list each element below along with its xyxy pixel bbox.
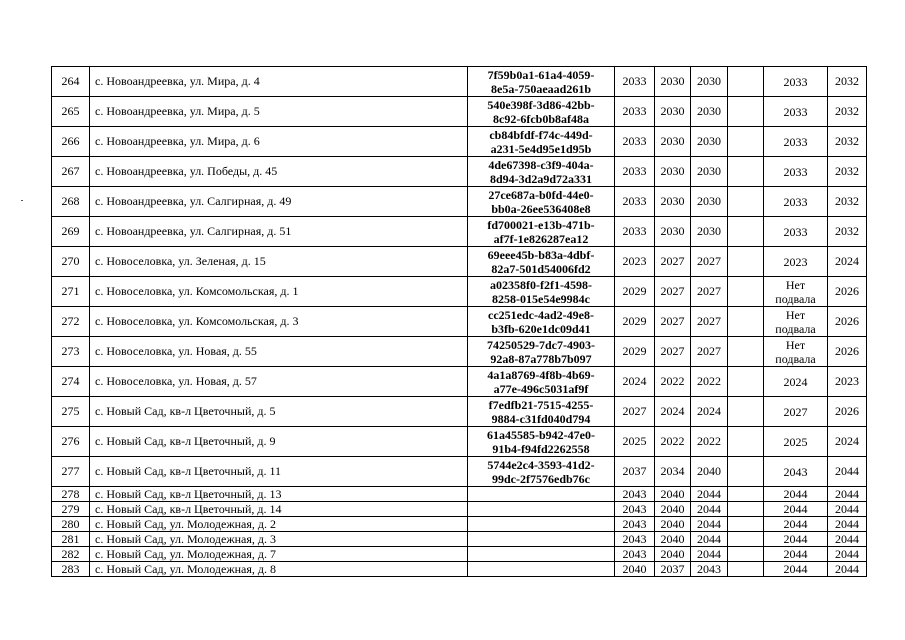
guid-line: a02358f0-f2f1-4598- (490, 277, 592, 292)
year-cell-2: 2022 (655, 367, 691, 397)
guid-line: 5744e2c4-3593-41d2- (487, 457, 595, 472)
guid-line: cc251edc-4ad2-49e8- (488, 307, 594, 322)
row-number-cell: 272 (52, 307, 90, 337)
year-cell-6: 2044 (828, 517, 867, 532)
year-cell-5 (764, 157, 828, 187)
guid-line: 69eee45b-b83a-4dbf- (487, 247, 595, 262)
address-cell: с. Новый Сад, кв-л Цветочный, д. 13 (90, 487, 468, 502)
address-cell: с. Новоандреевка, ул. Мира, д. 5 (90, 97, 468, 127)
guid-cell (468, 532, 615, 547)
address-cell: с. Новоселовка, ул. Новая, д. 55 (90, 337, 468, 367)
address-cell: с. Новоандреевка, ул. Салгирная, д. 49 (90, 187, 468, 217)
year-cell-3: 2030 (691, 187, 728, 217)
address-cell: с. Новоселовка, ул. Комсомольская, д. 3 (90, 307, 468, 337)
year-cell-1: 2023 (615, 247, 655, 277)
address-cell: с. Новый Сад, кв-л Цветочный, д. 14 (90, 502, 468, 517)
year-cell-6: 2032 (828, 217, 867, 247)
year-cell-2: 2027 (655, 277, 691, 307)
table-row (52, 97, 867, 127)
year-cell-5 (764, 397, 828, 427)
year-cell-2: 2027 (655, 307, 691, 337)
row-number-cell: 271 (52, 277, 90, 307)
table-row (52, 427, 867, 457)
year-cell-1: 2033 (615, 67, 655, 97)
year-cell-5 (764, 277, 828, 307)
year-cell-3: 2044 (691, 487, 728, 502)
guid-cell (468, 427, 615, 457)
guid-line: f7edfb21-7515-4255- (488, 397, 594, 412)
year-cell-2: 2040 (655, 487, 691, 502)
guid-cell (468, 307, 615, 337)
year-cell-5-line: Нет (785, 337, 806, 352)
year-cell-6: 2026 (828, 397, 867, 427)
year-cell-5-line: 2025 (783, 434, 808, 449)
year-cell-6: 2032 (828, 157, 867, 187)
year-cell-1: 2033 (615, 217, 655, 247)
row-number-cell: 283 (52, 562, 90, 577)
table-row (52, 487, 867, 502)
table-row (52, 532, 867, 547)
guid-line: a77e-496c5031af9f (493, 381, 589, 396)
table-row (52, 517, 867, 532)
year-cell-5-line: 2033 (783, 164, 808, 179)
guid-cell (468, 97, 615, 127)
year-cell-5 (764, 517, 828, 532)
guid-line: fd700021-e13b-471b- (487, 217, 595, 232)
row-number-cell: 264 (52, 67, 90, 97)
year-cell-3: 2027 (691, 337, 728, 367)
guid-line: 91b4-f94fd2262558 (492, 441, 590, 456)
row-number-cell: 270 (52, 247, 90, 277)
guid-cell (468, 157, 615, 187)
year-cell-2: 2037 (655, 562, 691, 577)
year-cell-5 (764, 67, 828, 97)
year-cell-1: 2033 (615, 187, 655, 217)
year-cell-6: 2032 (828, 97, 867, 127)
year-cell-2: 2030 (655, 127, 691, 157)
row-number-cell: 269 (52, 217, 90, 247)
year-cell-3: 2030 (691, 127, 728, 157)
year-cell-6: 2044 (828, 457, 867, 487)
row-number-cell: 280 (52, 517, 90, 532)
year-cell-3: 2027 (691, 307, 728, 337)
guid-line: 74250529-7dc7-4903- (487, 337, 595, 352)
year-cell-6: 2024 (828, 427, 867, 457)
year-cell-4 (728, 247, 764, 277)
year-cell-4 (728, 427, 764, 457)
guid-line: 4de67398-c3f9-404a- (488, 157, 594, 172)
year-cell-4 (728, 127, 764, 157)
year-cell-1: 2043 (615, 547, 655, 562)
address-cell: с. Новый Сад, кв-л Цветочный, д. 9 (90, 427, 468, 457)
table-row (52, 277, 867, 307)
year-cell-4 (728, 397, 764, 427)
guid-line: 8258-015e54e9984c (492, 291, 590, 306)
guid-line: 8c92-6fcb0b8af48a (493, 111, 589, 126)
year-cell-1: 2040 (615, 562, 655, 577)
year-cell-4 (728, 367, 764, 397)
guid-cell (468, 367, 615, 397)
year-cell-1: 2027 (615, 397, 655, 427)
year-cell-5-line: Нет (785, 277, 806, 292)
table-row (52, 397, 867, 427)
guid-cell (468, 337, 615, 367)
table-row (52, 337, 867, 367)
table-row (52, 187, 867, 217)
table-row (52, 307, 867, 337)
year-cell-5 (764, 457, 828, 487)
year-cell-5 (764, 337, 828, 367)
year-cell-2: 2040 (655, 547, 691, 562)
address-cell: с. Новоандреевка, ул. Победы, д. 45 (90, 157, 468, 187)
guid-line: 27ce687a-b0fd-44e0- (488, 187, 594, 202)
year-cell-1: 2043 (615, 487, 655, 502)
address-cell: с. Новоселовка, ул. Новая, д. 57 (90, 367, 468, 397)
guid-cell (468, 457, 615, 487)
year-cell-4 (728, 517, 764, 532)
guid-cell (468, 67, 615, 97)
year-cell-5 (764, 532, 828, 547)
year-cell-3: 2027 (691, 277, 728, 307)
address-cell: с. Новый Сад, ул. Молодежная, д. 8 (90, 562, 468, 577)
year-cell-6: 2032 (828, 67, 867, 97)
row-number-cell: 268 (52, 187, 90, 217)
table-row (52, 247, 867, 277)
year-cell-5-line: 2024 (783, 374, 808, 389)
guid-cell (468, 502, 615, 517)
guid-cell (468, 127, 615, 157)
table-row (52, 502, 867, 517)
year-cell-2: 2030 (655, 67, 691, 97)
guid-line: cb84bfdf-f74c-449d- (489, 127, 593, 142)
guid-line: 7f59b0a1-61a4-4059- (487, 67, 595, 82)
year-cell-3: 2022 (691, 427, 728, 457)
year-cell-5-line: 2033 (783, 224, 808, 239)
year-cell-3: 2030 (691, 217, 728, 247)
address-cell: с. Новоандреевка, ул. Салгирная, д. 51 (90, 217, 468, 247)
row-number-cell: 279 (52, 502, 90, 517)
year-cell-5-line: 2044 (783, 546, 808, 561)
year-cell-4 (728, 307, 764, 337)
guid-cell (468, 277, 615, 307)
year-cell-1: 2029 (615, 337, 655, 367)
table-row (52, 547, 867, 562)
year-cell-3: 2022 (691, 367, 728, 397)
year-cell-2: 2027 (655, 337, 691, 367)
row-number-cell: 274 (52, 367, 90, 397)
year-cell-1: 2024 (615, 367, 655, 397)
year-cell-6: 2044 (828, 487, 867, 502)
guid-cell (468, 517, 615, 532)
year-cell-6: 2026 (828, 337, 867, 367)
year-cell-2: 2034 (655, 457, 691, 487)
year-cell-6: 2023 (828, 367, 867, 397)
year-cell-5-line: 2033 (783, 194, 808, 209)
year-cell-5-line: 2023 (783, 254, 808, 269)
year-cell-3: 2024 (691, 397, 728, 427)
year-cell-5 (764, 502, 828, 517)
row-number-cell: 282 (52, 547, 90, 562)
year-cell-1: 2029 (615, 277, 655, 307)
address-cell: с. Новоандреевка, ул. Мира, д. 6 (90, 127, 468, 157)
year-cell-4 (728, 487, 764, 502)
row-number-cell: 273 (52, 337, 90, 367)
guid-line: 82a7-501d54006fd2 (491, 261, 591, 276)
year-cell-3: 2030 (691, 67, 728, 97)
year-cell-5-line: 2044 (783, 486, 808, 501)
year-cell-4 (728, 502, 764, 517)
year-cell-4 (728, 532, 764, 547)
year-cell-5-line: 2033 (783, 104, 808, 119)
year-cell-4 (728, 97, 764, 127)
year-cell-1: 2033 (615, 97, 655, 127)
year-cell-2: 2027 (655, 247, 691, 277)
guid-line: af7f-1e826287ea12 (493, 231, 589, 246)
year-cell-2: 2030 (655, 187, 691, 217)
housing-schedule-table (51, 66, 867, 577)
year-cell-4 (728, 547, 764, 562)
year-cell-2: 2040 (655, 517, 691, 532)
year-cell-6: 2044 (828, 562, 867, 577)
guid-line: a231-5e4d95e1d95b (490, 141, 592, 156)
year-cell-5 (764, 562, 828, 577)
year-cell-5 (764, 127, 828, 157)
year-cell-2: 2040 (655, 502, 691, 517)
guid-line: 8e5a-750aeaad261b (491, 81, 591, 96)
row-number-cell: 275 (52, 397, 90, 427)
guid-line: 4a1a8769-4f8b-4b69- (487, 367, 595, 382)
year-cell-6: 2032 (828, 187, 867, 217)
row-number-cell: 278 (52, 487, 90, 502)
year-cell-5-line: 2033 (783, 74, 808, 89)
year-cell-6: 2044 (828, 547, 867, 562)
year-cell-5-line: подвала (775, 351, 816, 366)
year-cell-3: 2044 (691, 502, 728, 517)
year-cell-4 (728, 217, 764, 247)
year-cell-4 (728, 277, 764, 307)
year-cell-3: 2044 (691, 517, 728, 532)
table-row (52, 457, 867, 487)
row-number-cell: 266 (52, 127, 90, 157)
table-row (52, 367, 867, 397)
guid-cell (468, 562, 615, 577)
guid-line: 8d94-3d2a9d72a331 (489, 171, 593, 186)
year-cell-2: 2030 (655, 97, 691, 127)
year-cell-3: 2040 (691, 457, 728, 487)
year-cell-4 (728, 337, 764, 367)
year-cell-2: 2022 (655, 427, 691, 457)
year-cell-2: 2040 (655, 532, 691, 547)
year-cell-1: 2043 (615, 532, 655, 547)
year-cell-1: 2025 (615, 427, 655, 457)
row-number-cell: 265 (52, 97, 90, 127)
guid-cell (468, 247, 615, 277)
year-cell-5 (764, 427, 828, 457)
table-row (52, 562, 867, 577)
address-cell: с. Новый Сад, кв-л Цветочный, д. 11 (90, 457, 468, 487)
year-cell-6: 2044 (828, 502, 867, 517)
table-row (52, 157, 867, 187)
guid-cell (468, 217, 615, 247)
year-cell-5 (764, 367, 828, 397)
guid-line: b3fb-620e1dc09d41 (491, 321, 591, 336)
year-cell-5 (764, 187, 828, 217)
address-cell: с. Новоселовка, ул. Комсомольская, д. 1 (90, 277, 468, 307)
year-cell-5-line: 2044 (783, 531, 808, 546)
year-cell-6: 2026 (828, 307, 867, 337)
guid-line: 99dc-2f7576edb76c (492, 471, 590, 486)
year-cell-6: 2026 (828, 277, 867, 307)
address-cell: с. Новый Сад, ул. Молодежная, д. 2 (90, 517, 468, 532)
table-row (52, 67, 867, 97)
row-number-cell: 277 (52, 457, 90, 487)
year-cell-5-line: 2044 (783, 516, 808, 531)
address-cell: с. Новый Сад, кв-л Цветочный, д. 5 (90, 397, 468, 427)
guid-cell (468, 487, 615, 502)
guid-line: 540e398f-3d86-42bb- (487, 97, 595, 112)
year-cell-3: 2043 (691, 562, 728, 577)
year-cell-5 (764, 97, 828, 127)
year-cell-2: 2030 (655, 217, 691, 247)
year-cell-5 (764, 547, 828, 562)
guid-line: bb0a-26ee536408e8 (491, 201, 591, 216)
year-cell-6: 2044 (828, 532, 867, 547)
year-cell-3: 2030 (691, 157, 728, 187)
row-number-cell: 281 (52, 532, 90, 547)
year-cell-1: 2029 (615, 307, 655, 337)
year-cell-6: 2024 (828, 247, 867, 277)
year-cell-3: 2027 (691, 247, 728, 277)
year-cell-5 (764, 247, 828, 277)
year-cell-2: 2030 (655, 157, 691, 187)
year-cell-3: 2044 (691, 547, 728, 562)
year-cell-5-line: 2033 (783, 134, 808, 149)
address-cell: с. Новоандреевка, ул. Мира, д. 4 (90, 67, 468, 97)
year-cell-4 (728, 157, 764, 187)
guid-cell (468, 397, 615, 427)
year-cell-4 (728, 187, 764, 217)
year-cell-3: 2044 (691, 532, 728, 547)
table-body (52, 67, 867, 577)
table-row (52, 127, 867, 157)
year-cell-4 (728, 457, 764, 487)
guid-cell (468, 547, 615, 562)
year-cell-4 (728, 67, 764, 97)
year-cell-1: 2043 (615, 502, 655, 517)
row-number-cell: 276 (52, 427, 90, 457)
year-cell-5-line: Нет (785, 307, 806, 322)
year-cell-5-line: подвала (775, 291, 816, 306)
guid-line: 9884-c31fd040d794 (491, 411, 591, 426)
address-cell: с. Новый Сад, ул. Молодежная, д. 7 (90, 547, 468, 562)
address-cell: с. Новый Сад, ул. Молодежная, д. 3 (90, 532, 468, 547)
guid-line: 61a45585-b942-47e0- (487, 427, 595, 442)
year-cell-1: 2043 (615, 517, 655, 532)
year-cell-5 (764, 307, 828, 337)
year-cell-1: 2037 (615, 457, 655, 487)
year-cell-1: 2033 (615, 127, 655, 157)
guid-cell (468, 187, 615, 217)
year-cell-5-line: 2027 (783, 404, 808, 419)
year-cell-1: 2033 (615, 157, 655, 187)
scan-speck (21, 200, 23, 201)
address-cell: с. Новоселовка, ул. Зеленая, д. 15 (90, 247, 468, 277)
year-cell-5 (764, 487, 828, 502)
year-cell-6: 2032 (828, 127, 867, 157)
year-cell-5-line: 2044 (783, 501, 808, 516)
row-number-cell: 267 (52, 157, 90, 187)
guid-line: 92a8-87a778b7b097 (490, 351, 592, 366)
year-cell-3: 2030 (691, 97, 728, 127)
year-cell-4 (728, 562, 764, 577)
table-row (52, 217, 867, 247)
year-cell-2: 2024 (655, 397, 691, 427)
year-cell-5-line: 2044 (783, 561, 808, 576)
year-cell-5-line: подвала (775, 321, 816, 336)
year-cell-5-line: 2043 (783, 464, 808, 479)
year-cell-5 (764, 217, 828, 247)
